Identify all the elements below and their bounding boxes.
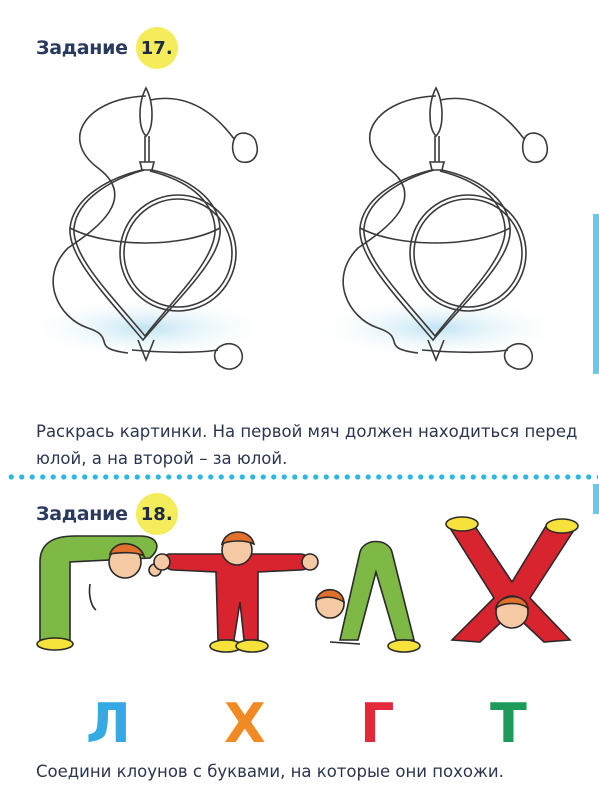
clown-red-arms-out <box>154 532 318 652</box>
spinning-top-ball-picture-2 <box>318 78 578 378</box>
task-17-number-badge: 17. <box>136 27 178 69</box>
clown-red-upside-down <box>446 517 578 642</box>
clown-green-hands-down <box>316 542 420 653</box>
spinning-top-ball-picture-1 <box>28 78 288 378</box>
letter-l[interactable]: Л <box>86 692 131 755</box>
clowns-illustration <box>30 512 590 662</box>
clown-green-bent-over <box>37 536 161 650</box>
task-18-label: Задание <box>36 503 128 525</box>
task-17-header <box>36 27 178 69</box>
task-17-instruction-line-1: Раскрась картинки. На первой мяч должен находиться перед <box>36 422 578 441</box>
task-18-number-badge: 18. <box>136 493 178 535</box>
right-edge-line-top <box>593 214 599 374</box>
task-17-label: Задание <box>36 37 128 59</box>
dotted-divider <box>6 474 598 480</box>
letter-kh[interactable]: Х <box>224 692 266 755</box>
letter-t[interactable]: Т <box>490 692 527 755</box>
task-17-instruction-line-2: юлой, а на второй – за юлой. <box>36 449 288 468</box>
task-17-instruction <box>36 418 577 472</box>
right-edge-line-bottom <box>593 484 599 514</box>
task-18-instruction: Соедини клоунов с буквами, на которые они похожи. <box>36 762 504 781</box>
letter-g[interactable]: Г <box>360 692 395 755</box>
